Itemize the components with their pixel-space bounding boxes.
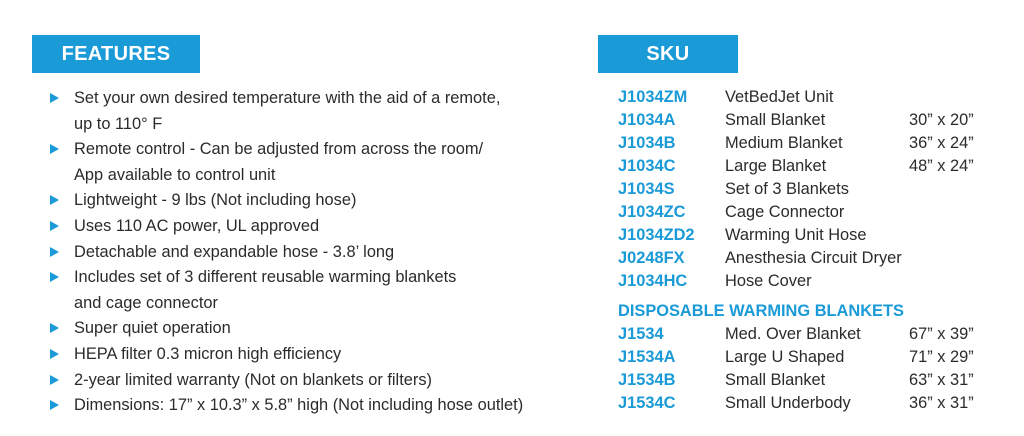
sku-desc: Warming Unit Hose xyxy=(725,226,867,244)
triangle-bullet-icon xyxy=(50,323,59,333)
disposable-warming-blankets-heading: DISPOSABLE WARMING BLANKETS xyxy=(618,302,904,320)
sku-code: J1534A xyxy=(618,348,676,366)
sku-code: J1034ZC xyxy=(618,203,686,221)
sku-row xyxy=(618,132,1018,155)
triangle-bullet-icon xyxy=(50,375,59,385)
feature-text: Dimensions: 17” x 10.3” x 5.8” high (Not including hose outlet) xyxy=(74,396,524,415)
sku-code: J1034HC xyxy=(618,272,688,290)
feature-text: App available to control unit xyxy=(74,165,276,184)
sku-size: 63” x 31” xyxy=(909,371,974,389)
triangle-bullet-icon xyxy=(50,349,59,359)
sku-size: 30” x 20” xyxy=(909,111,974,129)
triangle-bullet-icon xyxy=(50,221,59,231)
sku-row xyxy=(618,270,1018,293)
sku-desc: Cage Connector xyxy=(725,203,845,221)
sku-desc: Small Blanket xyxy=(725,371,826,389)
sku-row xyxy=(618,247,1018,270)
sku-row xyxy=(618,346,1018,369)
triangle-bullet-icon xyxy=(50,272,59,282)
sku-desc: VetBedJet Unit xyxy=(725,88,834,106)
feature-item xyxy=(50,240,590,266)
sku-desc: Anesthesia Circuit Dryer xyxy=(725,249,902,267)
sku-code: J1034C xyxy=(618,157,676,175)
sku-row xyxy=(618,392,1018,415)
sku-size: 48” x 24” xyxy=(909,157,974,175)
sku-row xyxy=(618,155,1018,178)
sku-row xyxy=(618,369,1018,392)
feature-item xyxy=(50,188,590,214)
sku-desc: Set of 3 Blankets xyxy=(725,180,849,198)
sku-size: 36” x 31” xyxy=(909,394,974,412)
feature-item xyxy=(50,342,590,368)
sku-desc: Hose Cover xyxy=(725,272,812,290)
sku-desc: Large U Shaped xyxy=(725,348,845,366)
sku-row xyxy=(618,109,1018,132)
sku-code: J1534C xyxy=(618,394,676,412)
sku-row xyxy=(618,86,1018,109)
feature-text: HEPA filter 0.3 micron high efficiency xyxy=(74,344,342,363)
sku-row xyxy=(618,178,1018,201)
feature-text: Uses 110 AC power, UL approved xyxy=(74,216,320,235)
sku-desc: Med. Over Blanket xyxy=(725,325,861,343)
feature-item xyxy=(50,393,590,419)
sku-desc: Large Blanket xyxy=(725,157,827,175)
sku-row xyxy=(618,201,1018,224)
triangle-bullet-icon xyxy=(50,144,59,154)
sku-code: J1034B xyxy=(618,134,676,152)
triangle-bullet-icon xyxy=(50,247,59,257)
sku-header-label: SKU xyxy=(646,42,690,65)
feature-item xyxy=(50,86,590,137)
features-list xyxy=(50,86,590,419)
sku-row xyxy=(618,224,1018,247)
feature-text: Lightweight - 9 lbs (Not including hose) xyxy=(74,191,357,210)
feature-item xyxy=(50,368,590,394)
feature-item xyxy=(50,137,590,188)
sku-desc: Medium Blanket xyxy=(725,134,843,152)
triangle-bullet-icon xyxy=(50,195,59,205)
sku-code: J0248FX xyxy=(618,249,685,267)
feature-text: Super quiet operation xyxy=(74,319,231,338)
features-header xyxy=(32,35,200,73)
feature-text: Remote control - Can be adjusted from across the room/ xyxy=(74,140,484,159)
triangle-bullet-icon xyxy=(50,93,59,103)
sku-row xyxy=(618,323,1018,346)
sku-code: J1034ZD2 xyxy=(618,226,695,244)
disposable-sku-list xyxy=(618,323,1018,415)
feature-text: Detachable and expandable hose - 3.8’ long xyxy=(74,242,395,261)
sku-desc: Small Underbody xyxy=(725,394,851,412)
sku-list xyxy=(618,86,1018,293)
feature-text: up to 110° F xyxy=(74,114,163,133)
feature-item xyxy=(50,214,590,240)
features-header-label: FEATURES xyxy=(61,42,171,65)
sku-header xyxy=(598,35,738,73)
sku-code: J1034ZM xyxy=(618,88,688,106)
feature-text: Includes set of 3 different reusable warming blankets xyxy=(74,268,457,287)
sku-code: J1534 xyxy=(618,325,664,343)
feature-text: 2-year limited warranty (Not on blankets or filters) xyxy=(74,370,432,389)
sku-code: J1034A xyxy=(618,111,676,129)
sku-desc: Small Blanket xyxy=(725,111,826,129)
sku-table xyxy=(618,86,1018,415)
feature-text: Set your own desired temperature with the aid of a remote, xyxy=(74,89,501,107)
feature-text: and cage connector xyxy=(74,293,218,312)
sku-size: 71” x 29” xyxy=(909,348,974,366)
triangle-bullet-icon xyxy=(50,400,59,410)
feature-item xyxy=(50,316,590,342)
sku-code: J1034S xyxy=(618,180,675,198)
sku-code: J1534B xyxy=(618,371,676,389)
feature-item xyxy=(50,265,590,316)
sku-size: 67” x 39” xyxy=(909,325,974,343)
sku-size: 36” x 24” xyxy=(909,134,974,152)
